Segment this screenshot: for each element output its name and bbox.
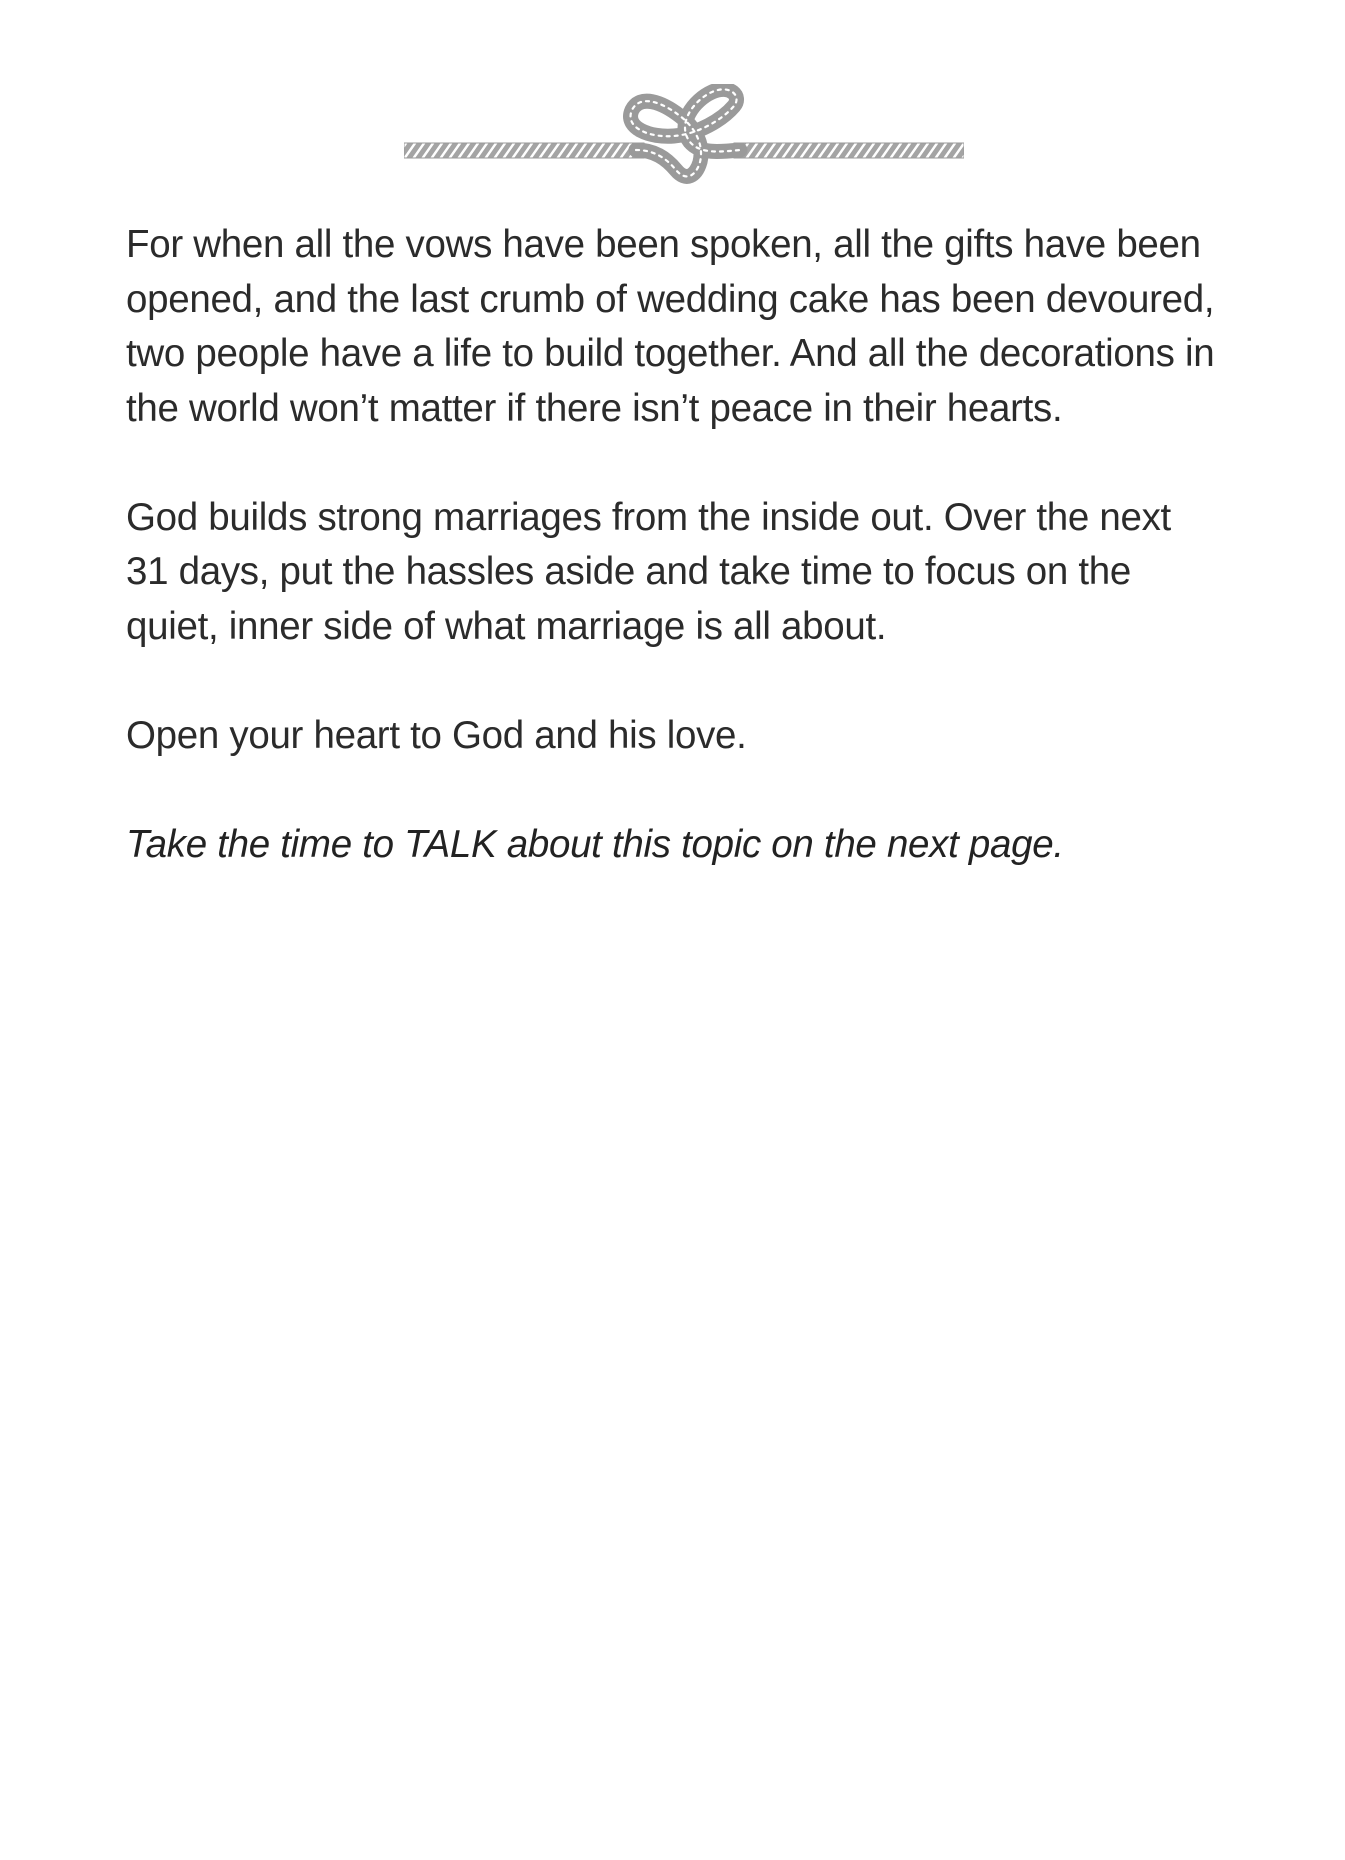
text-line: Open your heart to God and his love. xyxy=(126,713,747,757)
text-line: opened, and the last crumb of wedding cake has been devoured, xyxy=(126,277,1215,321)
text-line: the world won’t matter if there isn’t peace in their hearts. xyxy=(126,386,1063,430)
text-line: 31 days, put the hassles aside and take time to focus on the xyxy=(126,550,1132,593)
paragraph-open-heart xyxy=(126,709,1236,764)
text-line: quiet, inner side of what marriage is all about. xyxy=(126,604,887,648)
text-line: God builds strong marriages from the inside out. Over the next xyxy=(126,495,1171,539)
text-line: Take the time to TALK about this topic on the next page. xyxy=(126,822,1064,866)
body-text xyxy=(126,218,1236,927)
paragraph-vows xyxy=(126,218,1236,436)
paragraph-strong-marriages xyxy=(126,491,1236,655)
text-line: two people have a life to build together. And all the decorations in xyxy=(126,332,1215,375)
text-line: For when all the vows have been spoken, all the gifts have been xyxy=(126,223,1201,266)
rope-heart-knot-icon xyxy=(404,84,964,188)
paragraph-talk-prompt xyxy=(126,818,1236,873)
